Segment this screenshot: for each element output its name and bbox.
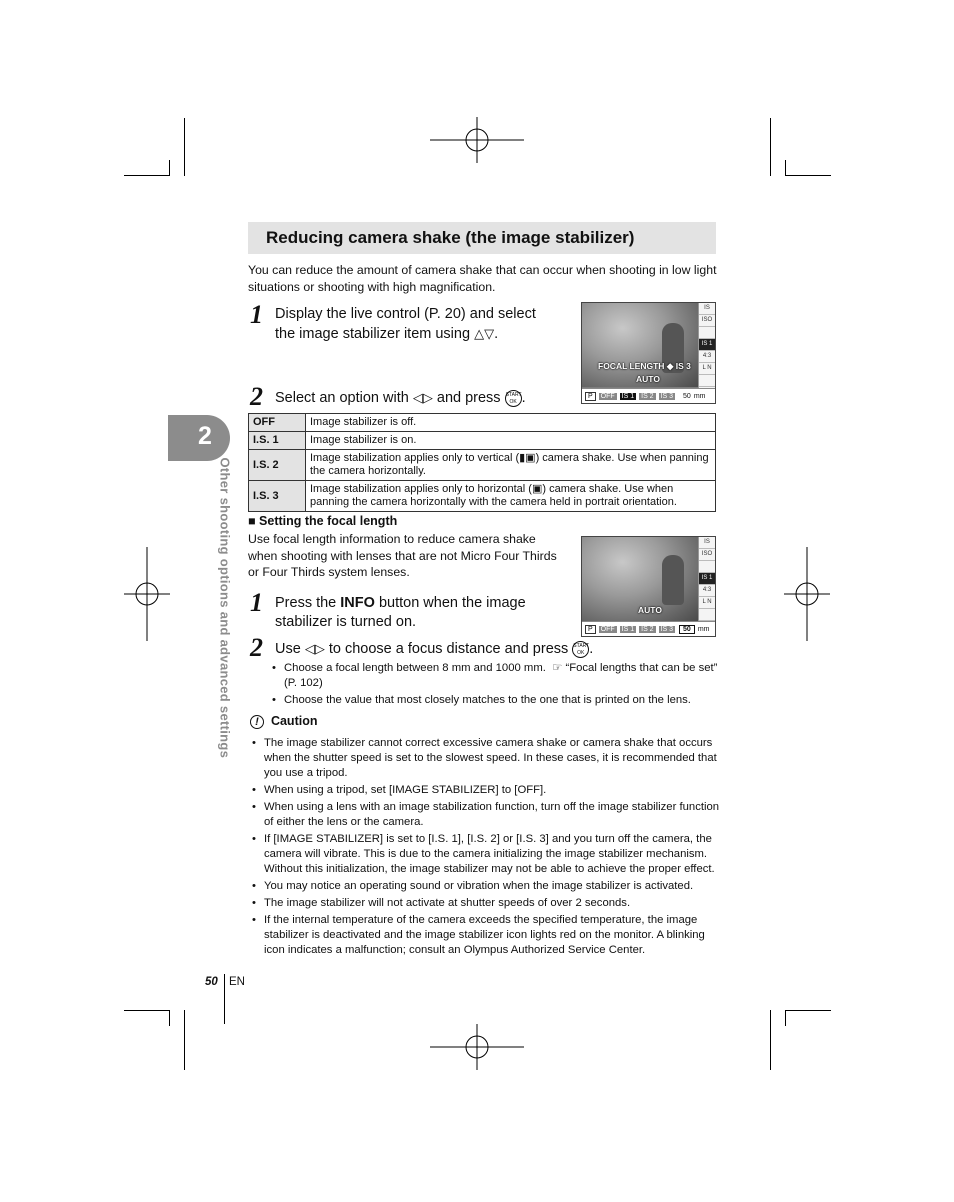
bullet-text: “Focal lengths that can be set” (P. 102) (284, 662, 718, 689)
step-text: button when the image (378, 595, 526, 611)
intro-paragraph: You can reduce the amount of camera shake that can occur when shooting in low light situations or shooting with high magnification. (248, 263, 717, 294)
list-item (268, 693, 720, 708)
table-row (249, 481, 716, 512)
side-item (699, 609, 715, 621)
arrow-icon: ◆ (666, 361, 674, 371)
list-item: • If [IMAGE STABILIZER] is set to [I.S. 1], [I.S. 2] or [I.S. 3] and you turn off the camera, the camera will vibrate. This is due to the camera initializing the image stabilizer mechanism. Without this initialization, the image stabilizer may not be able to achieve the proper effect. (248, 832, 720, 877)
step-number: 1 (250, 300, 263, 329)
option-key: OFF (249, 414, 306, 432)
option-key: I.S. 2 (249, 450, 306, 481)
side-item-selected: IS 1 (699, 573, 715, 585)
footer-divider (224, 974, 225, 1024)
label-tag: IS 3 (675, 361, 691, 371)
registration-mark-top (430, 117, 524, 163)
punctuation: . (589, 641, 594, 657)
screen-bottom-bar (582, 388, 715, 403)
punctuation: . (521, 390, 526, 406)
registration-mark-bottom (430, 1024, 524, 1070)
chapter-number: 2 (198, 422, 212, 450)
camera-screen-1 (581, 302, 716, 404)
focal-step-2 (275, 639, 655, 659)
icon-text: START (505, 391, 522, 398)
option-is2: IS 2 (641, 625, 654, 633)
photo-subject (662, 555, 684, 605)
option-desc: Image stabilizer is on. (306, 432, 716, 450)
stabilizer-options-table (248, 413, 716, 512)
left-right-arrow-icon: ◁▷ (412, 390, 433, 405)
mode-indicator: P (585, 625, 596, 634)
screen-sidebar (698, 303, 715, 389)
option-off: OFF (600, 392, 615, 400)
list-item: • The image stabilizer cannot correct excessive camera shake or camera shake that occurs when the shutter speed is set to the slowest speed. In these cases, it is recommended that you use a tripod. (248, 736, 720, 781)
chapter-label: Other shooting options and advanced settings (217, 457, 233, 759)
registration-mark-right (784, 547, 830, 641)
heading-text: Caution (270, 714, 318, 728)
option-key: I.S. 3 (249, 481, 306, 512)
focal-value: 50 (683, 392, 691, 400)
left-right-arrow-icon: ◁▷ (304, 641, 325, 656)
step-number: 1 (250, 588, 263, 617)
option-off: OFF (600, 625, 615, 633)
step-text: Press the (275, 595, 337, 611)
table-row (249, 432, 716, 450)
desc-text: ) camera shake. Use when panning the camera horizontally with the camera held in portrait orientation. (310, 483, 677, 508)
list-item (268, 661, 720, 691)
option-is1: IS 1 (621, 392, 635, 400)
table-row (249, 450, 716, 481)
screen-sidebar (698, 537, 715, 622)
screen-bottom-bar (582, 621, 715, 636)
step-number: 2 (250, 382, 263, 411)
vertical-shake-icon: ▮▣ (519, 452, 536, 464)
focal-unit: mm (693, 392, 706, 400)
option-is3: IS 3 (660, 625, 674, 633)
icon-text: OK (577, 649, 585, 656)
desc-text: ) camera shake. Use when panning the camera horizontally. (310, 452, 709, 477)
option-desc: Image stabilizer is off. (306, 414, 716, 432)
chapter-label-container (210, 457, 233, 795)
focal-intro: Use focal length information to reduce camera shake when shooting with lenses that are not Micro Four Thirds or Four Thirds system lenses. (248, 532, 557, 579)
table-row (249, 414, 716, 432)
step-2-text (275, 388, 575, 408)
side-item: L N (699, 597, 715, 609)
side-item (699, 375, 715, 387)
step-text: to choose a focus distance and press (328, 641, 569, 657)
side-item: L N (699, 363, 715, 375)
start-ok-button-icon (505, 390, 522, 407)
section-title: Reducing camera shake (the image stabilizer) (266, 228, 635, 247)
horizontal-shake-icon: ▣ (531, 483, 543, 495)
option-is3: IS 3 (660, 392, 674, 400)
start-ok-button-icon (572, 641, 589, 658)
info-button-label: INFO (340, 595, 375, 611)
desc-text: Image stabilization applies only to horizontal ( (310, 483, 532, 495)
section-title-bar (248, 222, 716, 254)
step-text: Display the live control (P. 20) and select (275, 306, 536, 322)
focal-length-heading (248, 514, 397, 528)
focal-step-1 (275, 594, 575, 632)
side-item: IS (699, 303, 715, 315)
auto-label: AUTO (636, 374, 660, 384)
mode-indicator: P (585, 392, 596, 401)
list-item: • When using a tripod, set [IMAGE STABILIZER] to [OFF]. (248, 783, 720, 798)
reference-icon: ☞ (552, 662, 563, 674)
list-item: • The image stabilizer will not activate at shutter speeds of over 2 seconds. (248, 896, 720, 911)
up-down-arrow-icon: △▽ (474, 326, 495, 341)
option-desc (306, 481, 716, 512)
list-item: • You may notice an operating sound or vibration when the image stabilizer is activated. (248, 879, 720, 894)
side-item: ISO (699, 549, 715, 561)
step-number: 2 (250, 633, 263, 662)
icon-text: OK (509, 398, 517, 405)
caution-list (248, 736, 720, 960)
focal-bullets (268, 661, 720, 710)
desc-text: Image stabilization applies only to vertical ( (310, 452, 520, 464)
step-text: Use (275, 641, 301, 657)
option-desc (306, 450, 716, 481)
list-item: • When using a lens with an image stabilization function, turn off the image stabilizer function of either the lens or the camera. (248, 800, 720, 830)
option-key: I.S. 1 (249, 432, 306, 450)
punctuation: . (494, 326, 499, 342)
auto-label: AUTO (638, 605, 662, 615)
square-bullet-icon: ■ (248, 514, 256, 528)
focal-unit: mm (697, 625, 710, 633)
side-item: 4:3 (699, 351, 715, 363)
side-item: IS (699, 537, 715, 549)
heading-text: Setting the focal length (259, 514, 398, 528)
step-text: stabilizer is turned on. (275, 614, 417, 630)
chapter-tab (168, 415, 230, 461)
side-item (699, 327, 715, 339)
step-1-text (275, 305, 575, 344)
caution-heading (250, 714, 317, 729)
page-number: 50 (205, 976, 218, 988)
side-item-selected: IS 1 (699, 339, 715, 351)
focal-length-label (598, 361, 691, 372)
language-code: EN (229, 976, 245, 988)
side-item: 4:3 (699, 585, 715, 597)
step-text: the image stabilizer item using (275, 326, 471, 342)
side-item (699, 561, 715, 573)
focal-value: 50 (679, 625, 695, 634)
label-text: FOCAL LENGTH (598, 361, 665, 371)
option-is1: IS 1 (621, 625, 635, 633)
side-item: ISO (699, 315, 715, 327)
caution-icon: ! (250, 715, 264, 729)
icon-text: START (573, 642, 590, 649)
list-item: • If the internal temperature of the camera exceeds the specified temperature, the image stabilizer is deactivated and the image stabilizer icon lights red on the monitor. A blinking icon indicates a malfunction; consult an Olympus Authorized Service Center. (248, 913, 720, 958)
option-is2: IS 2 (641, 392, 654, 400)
registration-mark-left (124, 547, 170, 641)
step-text: Select an option with (275, 390, 409, 406)
bullet-text: Choose a focal length between 8 mm and 1000 mm. (284, 662, 546, 674)
bullet-text: Choose the value that most closely matches to the one that is printed on the lens. (284, 694, 691, 706)
camera-screen-2 (581, 536, 716, 637)
step-text: and press (436, 390, 501, 406)
